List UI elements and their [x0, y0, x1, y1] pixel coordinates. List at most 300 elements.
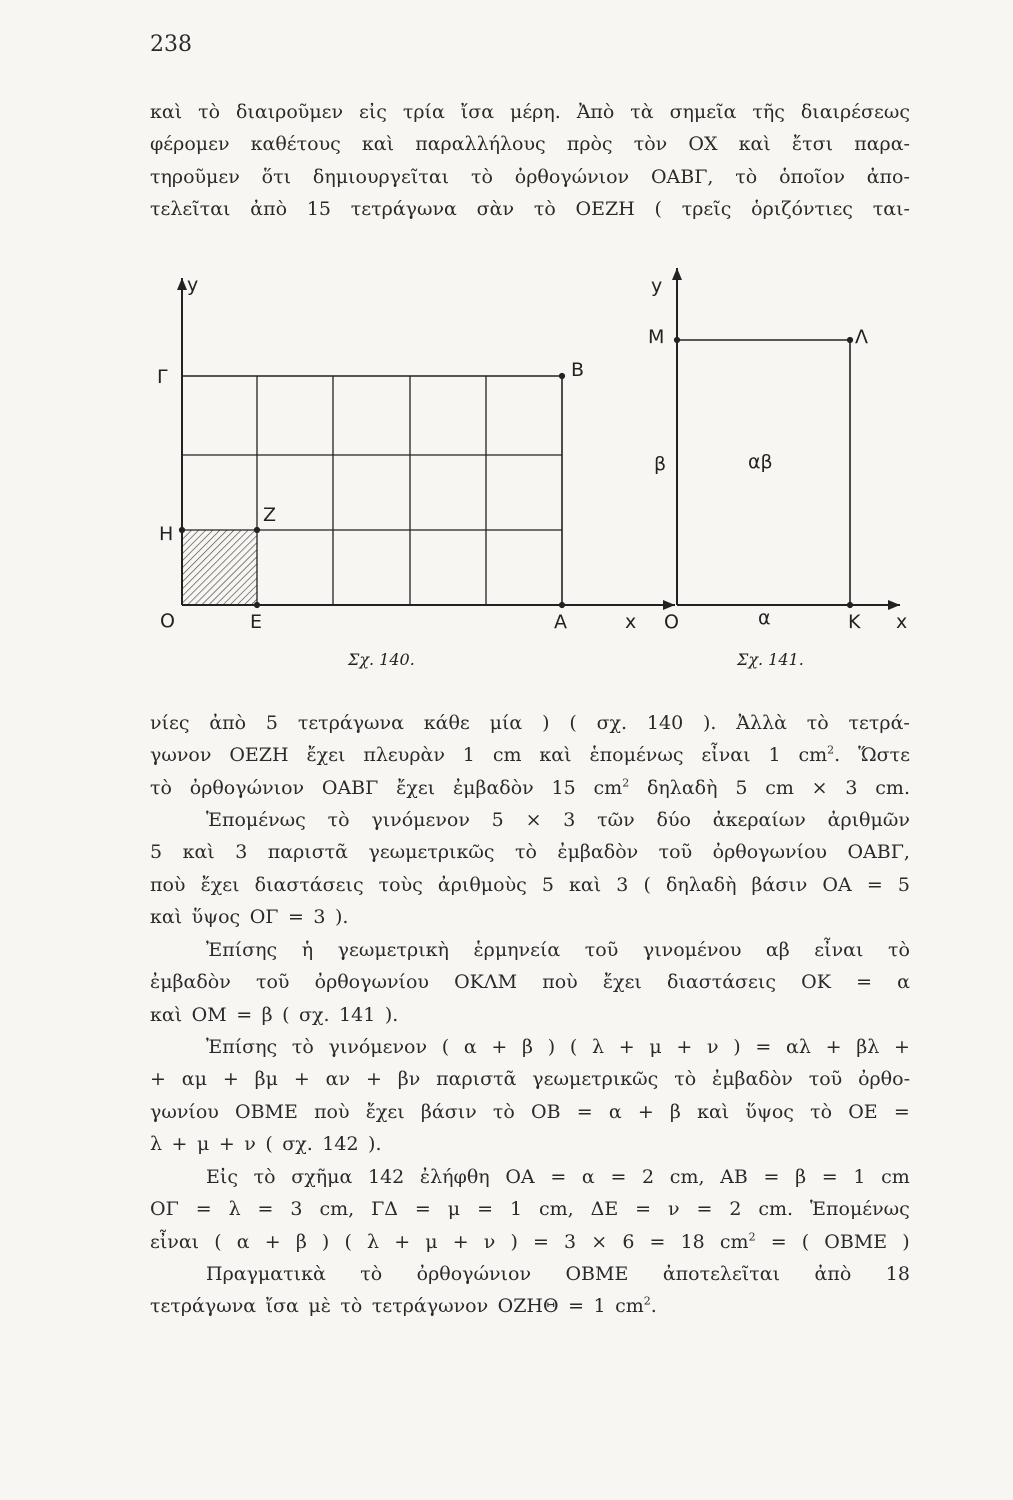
word: ἀπο-: [866, 165, 910, 188]
word: διαιρέσεως: [800, 101, 910, 123]
figure-141-labels: [648, 275, 907, 669]
word: ἀριθμῶν: [827, 809, 910, 831]
word: γωνίου: [150, 1100, 219, 1123]
word: ΟΑΒΓ: [321, 776, 379, 799]
text-line: [150, 1031, 910, 1063]
word: ΟΓ: [249, 906, 279, 929]
word: σχῆμα: [291, 1166, 353, 1188]
point-a: [559, 602, 564, 607]
word: 3: [564, 1230, 577, 1253]
word: διαστάσεις: [254, 873, 364, 896]
word: =: [893, 1100, 910, 1123]
word: +: [637, 1100, 654, 1123]
word: (: [441, 1036, 450, 1058]
paragraph-3: [150, 804, 910, 934]
word: ΔΕ: [590, 1198, 619, 1221]
word: ἔχει: [200, 873, 240, 896]
paragraph-6: [150, 1161, 910, 1258]
word: γινόμενον: [328, 1036, 428, 1058]
label-a: Α: [554, 611, 567, 633]
word: αμ: [181, 1068, 207, 1091]
word: ΟΑ: [822, 873, 852, 896]
caption-fig-141: Σχ. 141.: [737, 650, 804, 669]
word: δηλαδὴ: [665, 873, 737, 896]
word: (: [569, 1036, 578, 1058]
word: εἶναι: [701, 744, 751, 767]
word: =: [610, 1166, 627, 1188]
word: ΟΒΜΕ: [235, 1100, 298, 1123]
word: +: [491, 1036, 508, 1058]
word: λ: [150, 1133, 163, 1156]
word: +: [893, 1036, 910, 1058]
word: =: [696, 1198, 713, 1221]
word: γινομένου: [642, 939, 742, 961]
word: ΓΔ: [371, 1198, 398, 1221]
word: σὰν: [476, 198, 515, 221]
word: cm.: [875, 776, 910, 799]
word: τετράγωνα: [297, 712, 404, 734]
word: τῶν: [597, 809, 635, 831]
word: ): [733, 1036, 741, 1058]
word: β: [522, 1036, 534, 1058]
word: 142: [322, 1133, 359, 1156]
word: κάθε: [423, 712, 470, 734]
text-line: [150, 999, 910, 1031]
word: (: [569, 712, 577, 734]
word: Εἰς: [206, 1166, 238, 1188]
word: ὀρθογώνιον: [514, 165, 630, 188]
word: ): [542, 712, 550, 734]
word: ): [547, 1036, 556, 1058]
text-line: [150, 934, 910, 966]
word: β: [669, 1100, 681, 1123]
word: β: [795, 1166, 807, 1188]
word: $cm^2$: [719, 1230, 756, 1253]
text-line: [150, 1128, 910, 1160]
label-b: Β: [571, 359, 585, 381]
word: $cm^2$.: [798, 744, 841, 767]
word: μέρη.: [509, 101, 561, 123]
word: ὀρθο-: [858, 1068, 910, 1091]
word: καὶ: [182, 841, 215, 864]
point-lambda: [847, 337, 852, 342]
paragraph-7: [150, 1258, 910, 1323]
word: ποὺ: [542, 971, 578, 994]
word: πλευρὰν: [363, 744, 445, 767]
word: εἰς: [359, 101, 387, 123]
word: ἀποτελεῖται: [662, 1263, 781, 1285]
word: καὶ: [697, 1100, 730, 1123]
word: 6: [622, 1230, 635, 1253]
word: πρὸς: [566, 133, 613, 156]
label-o: Ο: [664, 611, 679, 633]
word: μία: [489, 712, 523, 734]
word: τὸ: [810, 1100, 833, 1123]
word: 5: [735, 776, 748, 799]
figure-140: [177, 278, 675, 610]
word: αβ: [765, 939, 790, 961]
word: ται-: [872, 198, 910, 221]
label-z: Ζ: [263, 504, 277, 526]
word: (: [344, 1230, 352, 1253]
word: ὁριζόντιες: [751, 198, 853, 221]
word: τὸ: [470, 165, 493, 188]
word: βμ: [254, 1068, 278, 1091]
word: 3: [313, 906, 326, 929]
word: +: [825, 1036, 842, 1058]
word: μ: [649, 1036, 662, 1058]
word: ὅτι: [261, 165, 292, 188]
word: ν: [244, 1133, 256, 1156]
word: +: [394, 1230, 411, 1253]
word: =: [236, 1003, 253, 1026]
word: γεωμετρικὴ: [337, 939, 449, 961]
word: ὁποῖον: [779, 165, 845, 188]
word: =: [649, 1230, 666, 1253]
word: ἴσα: [460, 101, 495, 123]
word: παριστᾶ: [267, 841, 348, 864]
word: 3: [290, 1198, 303, 1221]
word: ἔχει: [602, 971, 642, 994]
word: 15: [306, 198, 331, 221]
point-e: [254, 602, 259, 607]
word: Ἑπομένως: [206, 809, 306, 831]
figure-140-labels: [157, 274, 636, 669]
figure-141: [672, 268, 900, 610]
word: δύο: [656, 809, 691, 831]
caption-fig-140: Σχ. 140.: [348, 650, 415, 669]
word: (: [801, 1230, 810, 1253]
word: τρία: [402, 101, 445, 123]
word: καὶ: [150, 101, 183, 123]
word: ἀριθμοὺς: [437, 873, 527, 896]
word: τὸ: [533, 198, 556, 221]
text-line: [150, 1193, 910, 1225]
word: α: [236, 1230, 250, 1253]
label-alpha: α: [758, 607, 771, 629]
word: ἐμβαδὸν: [452, 776, 534, 799]
paragraph-5: [150, 1031, 910, 1161]
word: τὸν: [633, 133, 668, 156]
word: 3: [616, 873, 629, 896]
word: βάσιν: [420, 1100, 477, 1123]
word: Ἐπίσης: [206, 1036, 278, 1058]
point-h: [179, 527, 184, 532]
word: ): [510, 1230, 518, 1253]
word: ν: [668, 1198, 680, 1221]
word: =: [287, 906, 304, 929]
word: ὕψος: [745, 1100, 794, 1123]
word: Ἑπομένως: [810, 1198, 910, 1221]
word: cm,: [319, 1198, 355, 1221]
word: (: [214, 1230, 222, 1253]
word: τοῦ: [255, 971, 290, 994]
word: Ἀλλὰ: [736, 712, 787, 734]
word: (: [643, 873, 651, 896]
word: τὸ: [360, 1263, 383, 1285]
word: 3: [235, 841, 248, 864]
word: cm.: [758, 1198, 794, 1221]
word: 15: [551, 776, 576, 799]
text-line: [150, 739, 910, 771]
text-line: [150, 966, 910, 998]
text-line: [150, 1258, 910, 1290]
word: 1: [593, 1295, 606, 1318]
unit-square-hatched: [182, 530, 257, 605]
word: καὶ: [361, 133, 395, 156]
word: ×: [591, 1230, 608, 1253]
word: τὸ: [340, 1295, 363, 1318]
word: (: [265, 1133, 273, 1156]
word: ΟΑ: [505, 1166, 535, 1188]
word: τοῦ: [808, 1068, 843, 1091]
word: 1: [462, 744, 475, 767]
word: τὸ: [150, 776, 172, 799]
point-k: [847, 602, 852, 607]
word: 3: [845, 776, 858, 799]
word: =: [755, 1036, 772, 1058]
text-line: [150, 772, 910, 804]
label-ab: αβ: [748, 451, 773, 473]
word: =: [866, 873, 883, 896]
word: τὸ: [291, 1036, 314, 1058]
word: γωνον: [150, 744, 212, 767]
word: 5: [265, 712, 278, 734]
word: σχ.: [282, 1133, 313, 1156]
word: 18: [885, 1263, 910, 1285]
word: ἀπὸ: [250, 198, 288, 221]
word: ΟΕΖΗ: [575, 198, 635, 221]
word: δηλαδὴ: [646, 776, 718, 799]
word: σχ.: [299, 1003, 330, 1026]
word: ἐμβαδὸν: [712, 1068, 793, 1091]
word: βλ: [856, 1036, 880, 1058]
word: cm,: [669, 1166, 705, 1188]
word: καὶ: [150, 906, 183, 929]
word: ὕψος: [191, 906, 241, 929]
word: σημεῖα: [669, 101, 737, 123]
word: γεωμετρικῶς: [532, 1068, 659, 1091]
paragraph-4: [150, 934, 910, 1031]
word: +: [452, 1230, 469, 1253]
word: 2: [642, 1166, 655, 1188]
y-axis-arrow: [177, 278, 187, 290]
word: ΟΒΜΕ: [824, 1230, 888, 1253]
word: Ἐπίσης: [206, 939, 278, 961]
word: ὀρθογωνίου: [314, 971, 429, 994]
word: ×: [811, 776, 828, 799]
word: δημιουργεῖται: [312, 165, 450, 188]
word: τὸ: [674, 1068, 697, 1091]
word: $cm^2$: [593, 776, 630, 799]
word: γινόμενον: [371, 809, 470, 831]
word: β: [295, 1230, 307, 1253]
word: τετράγωνον: [371, 1295, 489, 1318]
word: τὸ: [198, 101, 221, 123]
word: =: [195, 1198, 212, 1221]
word: ἴσα: [265, 1295, 299, 1318]
word: ΟΚΛΜ: [454, 971, 518, 994]
word: +: [222, 1068, 239, 1091]
text-line: [150, 869, 910, 901]
word: εἶναι: [814, 939, 864, 961]
word: ἔτσι: [791, 133, 834, 156]
word: ἀκεραίων: [712, 809, 806, 831]
text-line: [150, 1096, 910, 1128]
word: =: [763, 1166, 780, 1188]
word: cm: [492, 744, 522, 767]
word: 5: [150, 841, 163, 864]
word: =: [257, 1198, 274, 1221]
word: ποὺ: [150, 873, 186, 896]
word: αν: [325, 1068, 351, 1091]
point-m: [674, 337, 679, 342]
word: τελεῖται: [150, 198, 231, 221]
word: ).: [703, 712, 717, 734]
word: 5: [541, 873, 554, 896]
word: 2: [729, 1198, 742, 1221]
word: =: [568, 1295, 584, 1318]
point-b: [559, 373, 564, 378]
word: ἐλήφθη: [419, 1166, 490, 1188]
word: +: [676, 1036, 693, 1058]
word: μ: [425, 1230, 438, 1253]
label-e: Ε: [250, 611, 263, 633]
word: =: [533, 1230, 549, 1253]
label-lambda: Λ: [855, 326, 868, 348]
word: βν: [397, 1068, 421, 1091]
label-x: x: [625, 611, 637, 633]
word: ἐμβαδὸν: [150, 971, 231, 994]
label-m: Μ: [648, 326, 665, 348]
word: ×: [525, 809, 542, 831]
word: λ: [228, 1198, 241, 1221]
word: ὀρθογώνιον: [416, 1263, 531, 1285]
word: λ: [591, 1036, 605, 1058]
word: β: [261, 1003, 273, 1026]
word: ): [902, 1230, 910, 1253]
word: =: [576, 1100, 593, 1123]
text-line: [150, 1226, 910, 1258]
word: τετρά-: [848, 712, 910, 734]
word: τὸ: [887, 939, 910, 961]
word: cm,: [538, 1198, 574, 1221]
word: ἑπομένως: [589, 744, 684, 767]
word: νίες: [150, 712, 190, 734]
word: ).: [334, 906, 349, 929]
word: καὶ: [150, 1003, 183, 1026]
word: ἡ: [301, 939, 314, 961]
page-number: 238: [150, 32, 192, 57]
label-beta: β: [654, 453, 667, 475]
word: διαιροῦμεν: [235, 101, 344, 123]
word: α: [897, 971, 910, 994]
word: α: [463, 1036, 477, 1058]
word: +: [150, 1068, 166, 1091]
word: σχ.: [596, 712, 628, 734]
word: ΟΓ: [150, 1198, 179, 1221]
label-k: Κ: [848, 611, 861, 633]
word: ποὺ: [314, 1100, 350, 1123]
word: ΟΒΜΕ: [565, 1263, 629, 1285]
word: καὶ: [569, 873, 602, 896]
word: ἑρμηνεία: [473, 939, 561, 961]
word: +: [264, 1230, 281, 1253]
word: αλ: [786, 1036, 811, 1058]
word: 1: [509, 1198, 523, 1221]
word: ΟΕΖΗ: [229, 744, 289, 767]
word: μὲ: [308, 1295, 331, 1318]
word: 5: [491, 809, 504, 831]
word: 3: [563, 809, 576, 831]
word: 1: [853, 1166, 866, 1188]
word: βάσιν: [751, 873, 808, 896]
word: ὀρθογωνίου: [712, 841, 827, 864]
y-axis-arrow: [672, 268, 682, 280]
word: τοῦ: [658, 841, 693, 864]
word: τὸ: [492, 1100, 515, 1123]
point-z: [254, 527, 259, 532]
word: ): [321, 1230, 330, 1253]
word: τρεῖς: [681, 198, 732, 221]
word: cm: [765, 776, 794, 799]
label-eta: Η: [159, 523, 174, 545]
word: ΟΧ: [688, 133, 718, 156]
word: τὸ: [806, 712, 829, 734]
word: ΑΒ: [720, 1166, 748, 1188]
text-line: [150, 804, 910, 836]
word: +: [218, 1133, 235, 1156]
word: διαστάσεις: [667, 971, 776, 994]
text-line: [150, 901, 910, 933]
x-axis-arrow: [888, 600, 900, 610]
word: 142: [367, 1166, 405, 1188]
word: ἀπὸ: [209, 712, 247, 734]
word: τὸ: [327, 809, 350, 831]
word: τηροῦμεν: [150, 165, 240, 188]
text-line: [150, 1063, 910, 1095]
word: =: [856, 971, 872, 994]
word: τὸ: [735, 165, 758, 188]
word: =: [550, 1166, 567, 1188]
word: τὰ: [630, 101, 654, 123]
word: α: [581, 1166, 595, 1188]
word: ἔχει: [396, 776, 436, 799]
word: τετράγωνα: [350, 198, 457, 221]
word: καθέτους: [250, 133, 341, 156]
word: +: [365, 1068, 382, 1091]
word: ἔχει: [306, 744, 346, 767]
word: =: [414, 1198, 431, 1221]
word: παριστᾶ: [436, 1068, 517, 1091]
word: ὀρθογώνιον: [189, 776, 305, 799]
word: τὸ: [253, 1166, 276, 1188]
word: +: [171, 1133, 188, 1156]
x-axis-arrow: [663, 600, 675, 610]
word: 140: [646, 712, 684, 734]
text-line: [150, 836, 910, 868]
word: ν: [483, 1230, 496, 1253]
word: =: [477, 1198, 493, 1221]
word: cm: [881, 1166, 910, 1188]
word: +: [618, 1036, 635, 1058]
text-line: [150, 1290, 910, 1322]
word: τὸ: [514, 841, 537, 864]
word: Ὥστε: [858, 744, 910, 767]
word: μ: [196, 1133, 210, 1156]
label-y: y: [651, 275, 663, 297]
word: $cm^2$.: [615, 1295, 657, 1318]
